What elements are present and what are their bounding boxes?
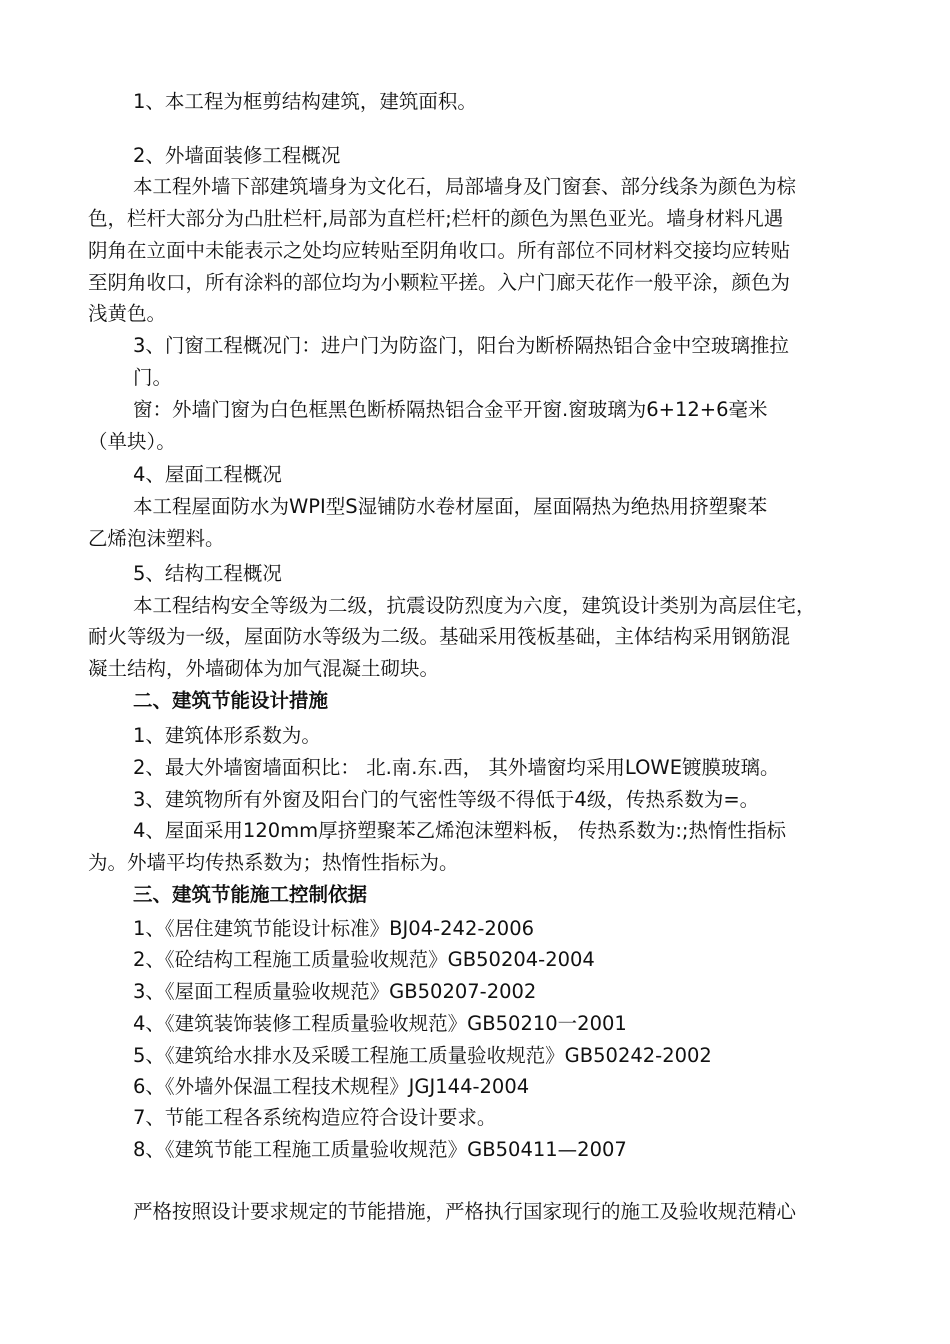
text-line: 为。外墙平均传热系数为；热惰性指标为。 (88, 851, 459, 874)
text-line: 1、本工程为框剪结构建筑，建筑面积。 (133, 90, 477, 113)
text-line: 严格按照设计要求规定的节能措施，严格执行国家现行的施工及验收规范精心 (133, 1200, 797, 1223)
text-line: 5、《建筑给水排水及采暖工程施工质量验收规范》GB50242-2002 (133, 1044, 712, 1067)
text-line: 至阴角收口，所有涂料的部位均为小颗粒平搓。入户门廊天花作一般平涂，颜色为 (88, 271, 791, 294)
text-line: 3、建筑物所有外窗及阳台门的气密性等级不得低于4级，传热系数为=。 (133, 788, 760, 811)
text-line: 1、《居住建筑节能设计标准》BJ04-242-2006 (133, 917, 535, 940)
text-line: 本工程外墙下部建筑墙身为文化石，局部墙身及门窗套、部分线条为颜色为棕 (133, 175, 797, 198)
text-line: 8、《建筑节能工程施工质量验收规范》GB50411—2007 (133, 1138, 627, 1161)
text-line: 2、《砼结构工程施工质量验收规范》GB50204-2004 (133, 948, 595, 971)
text-line: 乙烯泡沫塑料。 (88, 527, 225, 550)
text-line: 2、最大外墙窗墙面积比： 北.南.东.西， 其外墙窗均采用LOWE镀膜玻璃。 (133, 756, 780, 779)
text-line: 阴角在立面中未能表示之处均应转贴至阴角收口。所有部位不同材料交接均应转贴 (88, 239, 791, 262)
text-line: 色，栏杆大部分为凸肚栏杆,局部为直栏杆;栏杆的颜色为黑色亚光。墙身材料凡遇 (88, 207, 784, 230)
text-line: 6、《外墙外保温工程技术规程》JGJ144-2004 (133, 1075, 530, 1098)
text-line: 4、屋面工程概况 (133, 463, 282, 486)
text-line: 4、屋面采用120mm厚挤塑聚苯乙烯泡沫塑料板， 传热系数为:;热惰性指标 (133, 819, 786, 842)
text-line: 5、结构工程概况 (133, 562, 282, 585)
text-line: 本工程屋面防水为WPI型S湿铺防水卷材屋面，屋面隔热为绝热用挤塑聚苯 (133, 495, 768, 518)
text-line: （单块）。 (88, 430, 176, 453)
section-heading: 三、建筑节能施工控制依据 (133, 883, 368, 906)
text-line: 4、《建筑装饰装修工程质量验收规范》GB50210一2001 (133, 1012, 627, 1035)
text-line: 本工程结构安全等级为二级，抗震设防烈度为六度，建筑设计类别为高层住宅， (133, 594, 816, 617)
text-line: 门。 (133, 366, 173, 389)
text-line: 凝土结构，外墙砌体为加气混凝土砌块。 (88, 657, 440, 680)
text-line: 3、门窗工程概况门：进户门为防盗门，阳台为断桥隔热铝合金中空玻璃推拉 (133, 334, 789, 357)
text-line: 2、外墙面装修工程概况 (133, 144, 341, 167)
text-line: 窗：外墙门窗为白色框黑色断桥隔热铝合金平开窗.窗玻璃为6+12+6毫米 (133, 398, 768, 421)
text-line: 3、《屋面工程质量验收规范》GB50207-2002 (133, 980, 537, 1003)
text-line: 1、建筑体形系数为。 (133, 724, 321, 747)
text-line: 浅黄色。 (88, 302, 167, 325)
section-heading: 二、建筑节能设计措施 (133, 689, 329, 712)
text-line: 7、节能工程各系统构造应符合设计要求。 (133, 1106, 497, 1129)
text-line: 耐火等级为一级，屋面防水等级为二级。基础采用筏板基础，主体结构采用钢筋混 (88, 625, 791, 648)
